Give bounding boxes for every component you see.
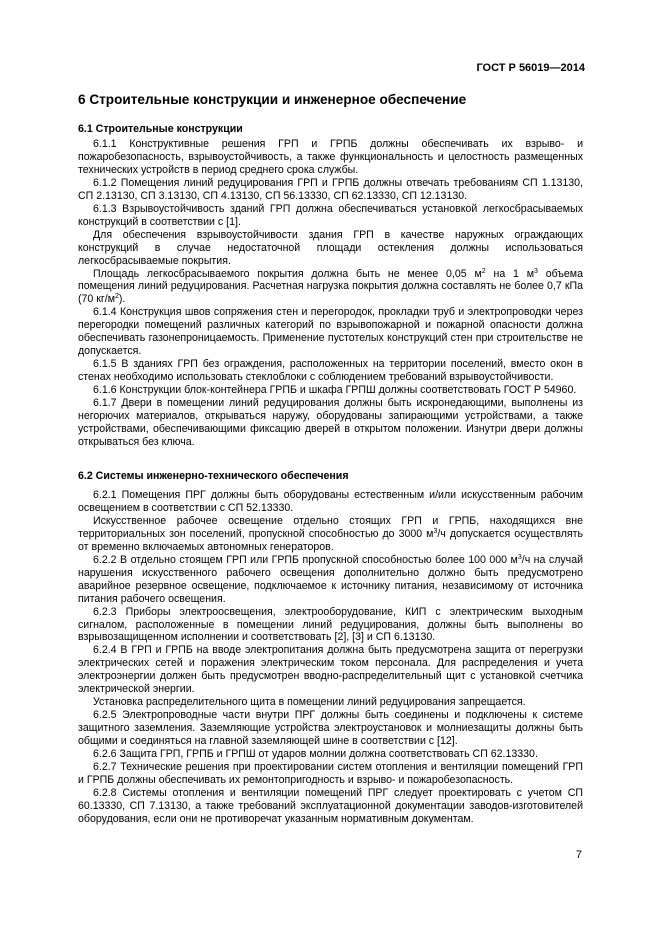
superscript-2: 2: [114, 293, 119, 301]
clause-6-2-1: 6.2.1 Помещения ПРГ должны быть оборудованы естественным и/или искусственным рабочим освещением в соответствии с СП 52.13330.: [78, 489, 583, 514]
clause-6-2-8: 6.2.8 Системы отопления и вентиляции помещений ПРГ следует проектировать с учетом СП 60.13330, СП 7.13130, а также требований эксплуатационной документации заводов-изготовителей оборудования, если они не противоречат указанным нормативным документам.: [78, 786, 583, 825]
superscript-3: 3: [517, 553, 522, 561]
clause-6-2-5: 6.2.5 Электропроводные части внутри ПРГ должны быть соединены и подключены к системе защитного заземления. Заземляющие устройства электроустановок и молниезащиты должны быть общими и соединяться на главной заземляющей шине в соответствии с [12].: [78, 709, 583, 748]
page-number: 7: [575, 849, 582, 861]
paragraph-roof-area: Площадь легкосбрасываемого покрытия должна быть не менее 0,05 $м^2$ на 1 $м^3$ объема помещения линий редуцирования. Расчетная нагрузка покрытия должна составлять не более 0,7 кПа (70 $кг/м^2$).: [78, 267, 583, 306]
clause-6-1-1: 6.1.1 Конструктивные решения ГРП и ГРПБ должны обеспечивать их взрыво- и пожаробезопасность, взрывоустойчивость, а также функциональность и целостность размещенных технических устройств в период среднего срока службы.: [78, 138, 583, 176]
clause-6-1-5: 6.1.5 В зданиях ГРП без ограждения, расположенных на территории поселений, вместо окон в стенах необходимо использовать стеклоблоки с соблюдением требований взрывоустойчивости.: [78, 358, 583, 384]
clause-6-2-7: 6.2.7 Технические решения при проектировании систем отопления и вентиляции помещений ГРП и ГРПБ должны обеспечивать их ремонтопригодность и взрыво- и пожаробезопасность.: [78, 761, 583, 786]
clause-6-2-2: 6.2.2 В отдельно стоящем ГРП или ГРПБ пропускной способностью более 100 000 $м^3/ч$ на случай нарушения искусственного рабочего освещения дополнительно должно быть предусмотрено аварийное резервное освещение, подключаемое к источнику питания, независимому от источника питания рабочего освещения.: [78, 553, 583, 605]
clause-6-1-7: 6.1.7 Двери в помещении линий редуцирования должны быть искронедающими, выполнены из негорючих материалов, открываться наружу, оборудованы запирающими устройствами, а также устройствами, обеспечивающими фиксацию дверей в открытом положении. Изнутри двери должны открываться без ключа.: [78, 397, 583, 448]
superscript-2: 2: [481, 267, 486, 275]
clause-6-2-4: 6.2.4 В ГРП и ГРПБ на вводе электропитания должна быть предусмотрена защита от перегрузки электрических сетей и поражения электрическим током персонала. Для распределения и учета электроэнергии должен быть предусмотрен вводно-распределительный щит с установкой счетчика электрической энергии.: [78, 644, 583, 696]
clause-6-2-3: 6.2.3 Приборы электроосвещения, электрооборудование, КИП с электрическим выходным сигналом, расположенные в помещении линий редуцирования, должны быть выполнены во взрывозащищенном исполнении и соответствовать [2], [3] и СП 6.13130.: [78, 605, 583, 644]
superscript-3: 3: [533, 267, 538, 275]
clause-6-1-3: 6.1.3 Взрывоустойчивость зданий ГРП должна обеспечиваться установкой легкосбрасываемых конструкций в соответствии с [1].: [78, 202, 583, 228]
subsection-6-2-body: [78, 489, 583, 826]
clause-6-1-4: 6.1.4 Конструкция швов сопряжения стен и перегородок, прокладки труб и электропроводки через перегородки помещений различных категорий по взрывопожарной и пожарной опасности должна обеспечивать газонепроницаемость. Применение пустотелых конструкций стен при строительстве не допускается.: [78, 306, 583, 358]
paragraph-artificial-lighting: Искусственное рабочее освещение отдельно стоящих ГРП и ГРПБ, находящихся вне территориальных зон поселений, пропускной способностью до 3000 $м^3/ч$ допускается осуществлять от временно включаемых автономных генераторов.: [78, 514, 583, 553]
paragraph-explosion-resistance: Для обеспечения взрывоустойчивости здания ГРП в качестве наружных ограждающих конструкций в случае недостаточной площади остекления должны использоваться легкосбрасываемые покрытия.: [78, 228, 583, 267]
clause-6-1-2: 6.1.2 Помещения линий редуцирования ГРП и ГРПБ должны отвечать требованиям СП 1.13130, СП 2.13130, СП 3.13130, СП 4.13130, СП 56.13330, СП 62.13330, СП 12.13130.: [78, 176, 583, 202]
section-6-title: 6 Строительные конструкции и инженерное обеспечение: [78, 92, 467, 107]
document-code: ГОСТ Р 56019—2014: [476, 62, 585, 74]
clause-6-1-6: 6.1.6 Конструкции блок-контейнера ГРПБ и шкафа ГРПШ должны соответствовать ГОСТ Р 54960.: [93, 384, 577, 397]
superscript-3: 3: [433, 527, 438, 535]
subsection-6-2-title: 6.2 Системы инженерно-технического обеспечения: [78, 470, 349, 482]
subsection-6-1-body: [78, 138, 583, 449]
subsection-6-1-title: 6.1 Строительные конструкции: [78, 123, 243, 135]
paragraph-distribution-board: Установка распределительного щита в помещении линий редуцирования запрещается.: [93, 696, 526, 709]
clause-6-2-6: 6.2.6 Защита ГРП, ГРПБ и ГРПШ от ударов молнии должна соответствовать СП 62.13330.: [93, 748, 538, 761]
